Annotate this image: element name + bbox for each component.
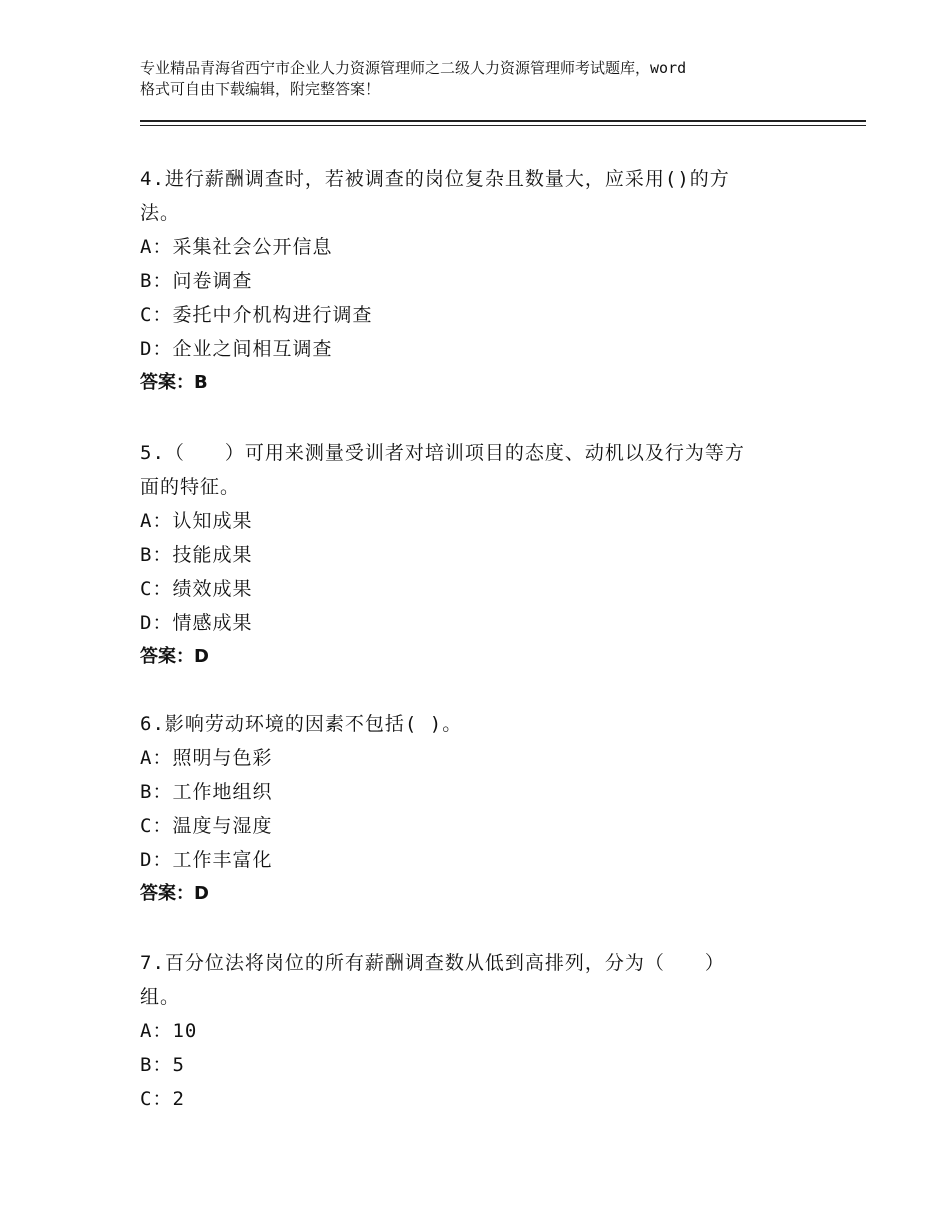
option-a: A：认知成果: [140, 510, 253, 532]
question-4: [140, 162, 800, 400]
question-7: [140, 946, 800, 1116]
question-stem-line: 法。: [140, 202, 181, 224]
header-divider-thick: [140, 120, 866, 122]
question-stem-line: 组。: [140, 986, 181, 1008]
answer: 答案：B: [140, 372, 208, 393]
question-stem: [140, 946, 800, 1014]
question-stem: [140, 436, 800, 504]
option-a: A：采集社会公开信息: [140, 236, 333, 258]
question-6: [140, 707, 800, 911]
option-b: B：5: [140, 1054, 185, 1076]
question-stem: [140, 162, 800, 230]
question-stem-line: 7.百分位法将岗位的所有薪酬调查数从低到高排列，分为（ ）: [140, 952, 725, 974]
option-b: B：技能成果: [140, 544, 253, 566]
option-c: C：绩效成果: [140, 578, 253, 600]
header-divider-thin: [140, 125, 866, 126]
option-b: B：问卷调查: [140, 270, 253, 292]
option-d: D：企业之间相互调查: [140, 338, 333, 360]
option-c: C：2: [140, 1088, 185, 1110]
option-a: A：10: [140, 1020, 198, 1042]
option-c: C：委托中介机构进行调查: [140, 304, 373, 326]
question-stem: [140, 707, 800, 741]
option-a: A：照明与色彩: [140, 747, 273, 769]
question-stem-line: 4.进行薪酬调查时，若被调查的岗位复杂且数量大，应采用()的方: [140, 168, 730, 190]
header-line-2: 格式可自由下载编辑，附完整答案！: [140, 80, 381, 98]
question-stem-line: 5.（ ）可用来测量受训者对培训项目的态度、动机以及行为等方: [140, 442, 745, 464]
question-5: [140, 436, 800, 674]
question-stem-line: 面的特征。: [140, 476, 241, 498]
document-header: [140, 58, 840, 100]
header-line-1: 专业精品青海省西宁市企业人力资源管理师之二级人力资源管理师考试题库，word: [140, 59, 687, 77]
option-d: D：情感成果: [140, 612, 253, 634]
option-d: D：工作丰富化: [140, 849, 273, 871]
answer: 答案：D: [140, 883, 209, 904]
question-stem-line: 6.影响劳动环境的因素不包括( )。: [140, 713, 463, 735]
answer: 答案：D: [140, 646, 209, 667]
option-c: C：温度与湿度: [140, 815, 273, 837]
option-b: B：工作地组织: [140, 781, 273, 803]
